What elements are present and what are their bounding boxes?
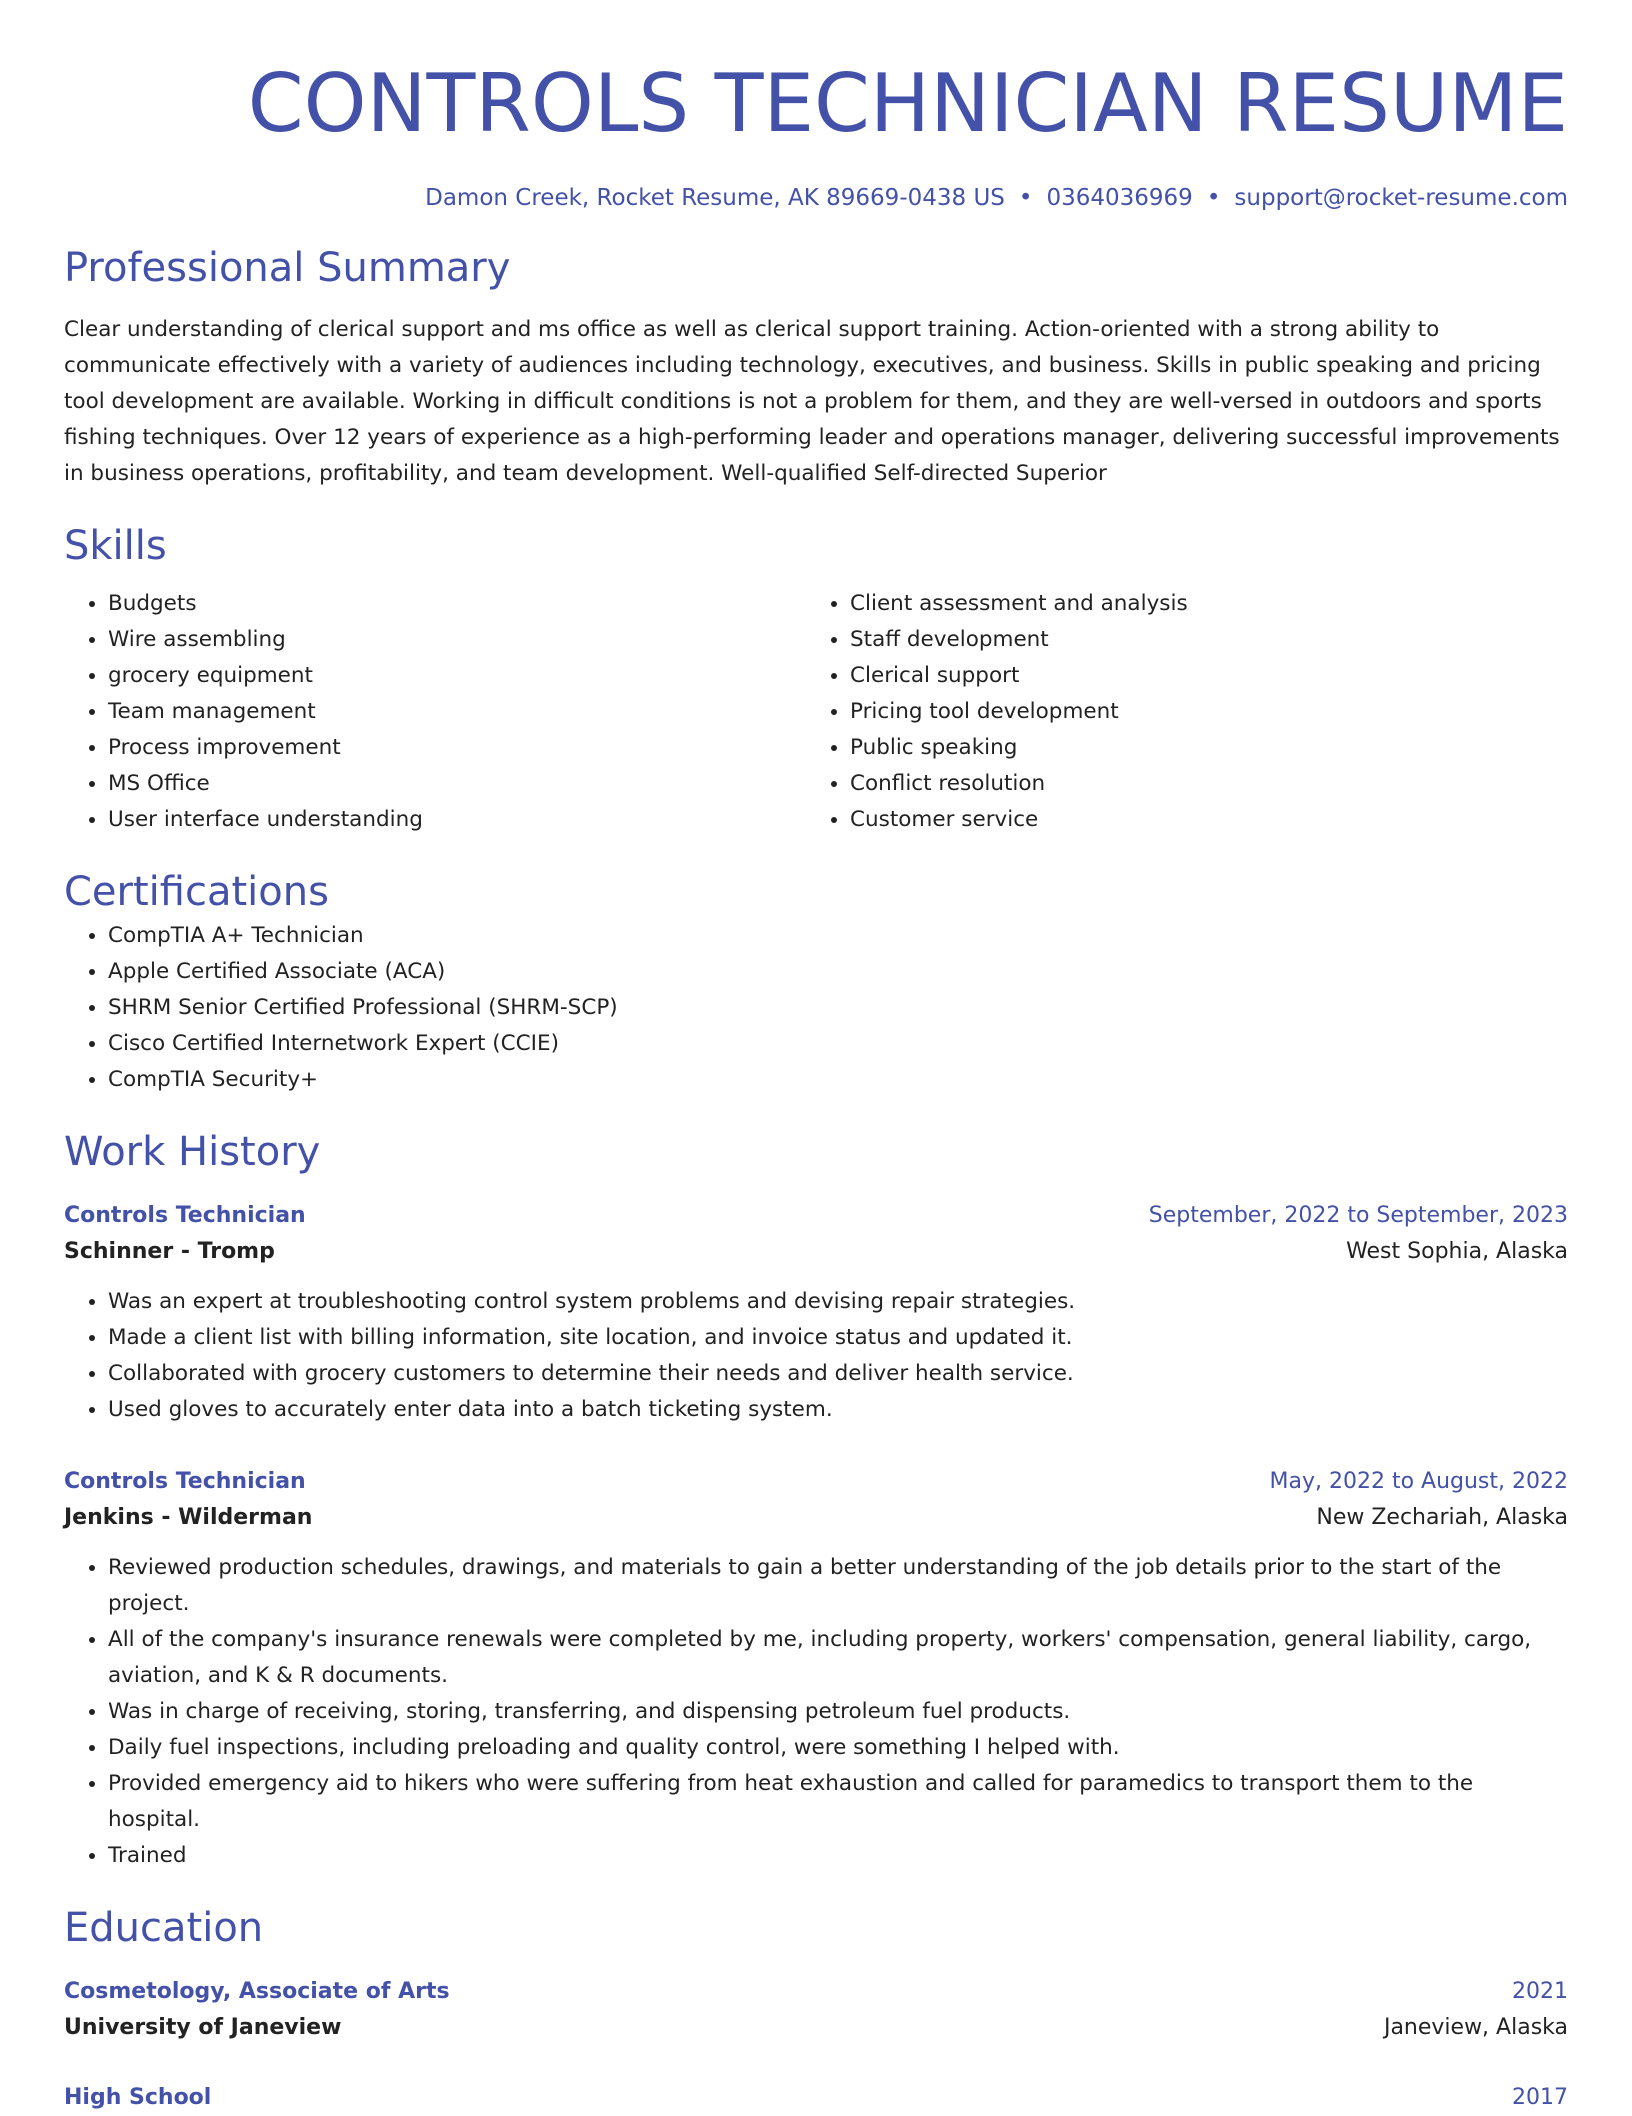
contact-line — [64, 182, 1568, 214]
contact-address: Damon Creek, Rocket Resume, AK 89669-0438 US — [425, 185, 1005, 211]
job-company: Schinner - Tromp — [64, 1239, 275, 1264]
education-degree: Cosmetology, Associate of Arts — [64, 1979, 450, 2004]
skills-heading: Skills — [64, 523, 167, 569]
skill-item: • Process improvement — [108, 730, 806, 766]
job-duty-item: • Made a client list with billing information, site location, and invoice status and updated it. — [108, 1320, 1568, 1356]
job-duty-item: • Provided emergency aid to hikers who were suffering from heat exhaustion and called for paramedics to transport them to the hospital. — [108, 1766, 1568, 1838]
certifications-heading: Certifications — [64, 869, 329, 915]
job-duty-item: • All of the company's insurance renewals were completed by me, including property, workers' compensation, general liability, cargo, aviation, and K & R documents. — [108, 1622, 1568, 1694]
skill-item: • Client assessment and analysis — [850, 586, 1548, 622]
skills-list-right — [806, 586, 1548, 838]
education-header-row — [64, 1974, 1568, 2010]
job-company-row — [64, 1234, 1568, 1270]
job-duties-list — [64, 1550, 1568, 1874]
contact-separator: • — [1206, 185, 1221, 211]
education-heading: Education — [64, 1905, 264, 1951]
job-duty-item: • Daily fuel inspections, including preloading and quality control, were something I helped with. — [108, 1730, 1568, 1766]
job-duty-item: • Reviewed production schedules, drawings, and materials to gain a better understanding of the job details prior to the start of the project. — [108, 1550, 1568, 1622]
job-duty-item: • Collaborated with grocery customers to determine their needs and deliver health service. — [108, 1356, 1568, 1392]
skill-item: • Clerical support — [850, 658, 1548, 694]
contact-separator: • — [1018, 185, 1033, 211]
education-school: University of Janeview — [64, 2015, 342, 2040]
job-company-row — [64, 1500, 1568, 1536]
skill-item: • Conflict resolution — [850, 766, 1548, 802]
skill-item: • Budgets — [108, 586, 806, 622]
resume-title: CONTROLS TECHNICIAN RESUME — [247, 57, 1568, 150]
certification-item: • CompTIA A+ Technician — [108, 918, 1568, 954]
skill-item: • Team management — [108, 694, 806, 730]
skills-column-left — [64, 586, 806, 838]
certification-item: • Apple Certified Associate (ACA) — [108, 954, 1568, 990]
job-company: Jenkins - Wilderman — [64, 1505, 313, 1530]
certifications-list — [64, 918, 1568, 1098]
job-duty-item: • Used gloves to accurately enter data into a batch ticketing system. — [108, 1392, 1568, 1428]
job-duty-item: • Trained — [108, 1838, 1568, 1874]
skill-item: • Customer service — [850, 802, 1548, 838]
contact-phone[interactable]: 0364036969 — [1046, 185, 1193, 211]
job-duties-list — [64, 1284, 1568, 1428]
job-title: Controls Technician — [64, 1469, 306, 1494]
education-header-row — [64, 2080, 1568, 2116]
skill-item: • Wire assembling — [108, 622, 806, 658]
job-dates: September, 2022 to September, 2023 — [1148, 1203, 1568, 1228]
summary-heading: Professional Summary — [64, 245, 511, 291]
job-entry — [64, 1464, 1568, 1874]
skill-item: • Staff development — [850, 622, 1548, 658]
skills-column-right — [806, 586, 1548, 838]
job-entry — [64, 1198, 1568, 1428]
certification-item: • Cisco Certified Internetwork Expert (CCIE) — [108, 1026, 1568, 1062]
skill-item: • Pricing tool development — [850, 694, 1548, 730]
skill-item: • User interface understanding — [108, 802, 806, 838]
certification-item: • SHRM Senior Certified Professional (SHRM-SCP) — [108, 990, 1568, 1026]
education-year: 2017 — [1512, 2085, 1568, 2110]
skills-list-left — [64, 586, 806, 838]
job-title: Controls Technician — [64, 1203, 306, 1228]
education-location: Janeview, Alaska — [1383, 2015, 1568, 2040]
skills-grid — [64, 586, 1568, 838]
education-entry — [64, 2080, 1568, 2116]
skill-item: • grocery equipment — [108, 658, 806, 694]
job-header-row — [64, 1198, 1568, 1234]
job-header-row — [64, 1464, 1568, 1500]
job-location: New Zechariah, Alaska — [1316, 1505, 1568, 1530]
work-history-heading: Work History — [64, 1129, 321, 1175]
job-duty-item: • Was an expert at troubleshooting control system problems and devising repair strategies. — [108, 1284, 1568, 1320]
education-year: 2021 — [1512, 1979, 1568, 2004]
job-duty-item: • Was in charge of receiving, storing, transferring, and dispensing petroleum fuel products. — [108, 1694, 1568, 1730]
skill-item: • Public speaking — [850, 730, 1548, 766]
education-school-row — [64, 2010, 1568, 2046]
skill-item: • MS Office — [108, 766, 806, 802]
job-location: West Sophia, Alaska — [1346, 1239, 1568, 1264]
education-entry — [64, 1974, 1568, 2046]
job-dates: May, 2022 to August, 2022 — [1269, 1469, 1568, 1494]
certification-item: • CompTIA Security+ — [108, 1062, 1568, 1098]
summary-text: Clear understanding of clerical support and ms office as well as clerical support training. Action-oriented with a strong ability to communicate effectively with a variety of audiences including technology, executives, and business. Skills in public speaking and pricing tool development are available. Working in difficult conditions is not a problem for them, and they are well-versed in outdoors and sports fishing techniques. Over 12 years of experience as a high-performing leader and operations manager, delivering successful improvements in business operations, profitability, and team development. Well-qualified Self-directed Superior — [64, 317, 1560, 486]
education-degree: High School — [64, 2085, 212, 2110]
contact-email[interactable]: support@rocket-resume.com — [1234, 185, 1568, 211]
